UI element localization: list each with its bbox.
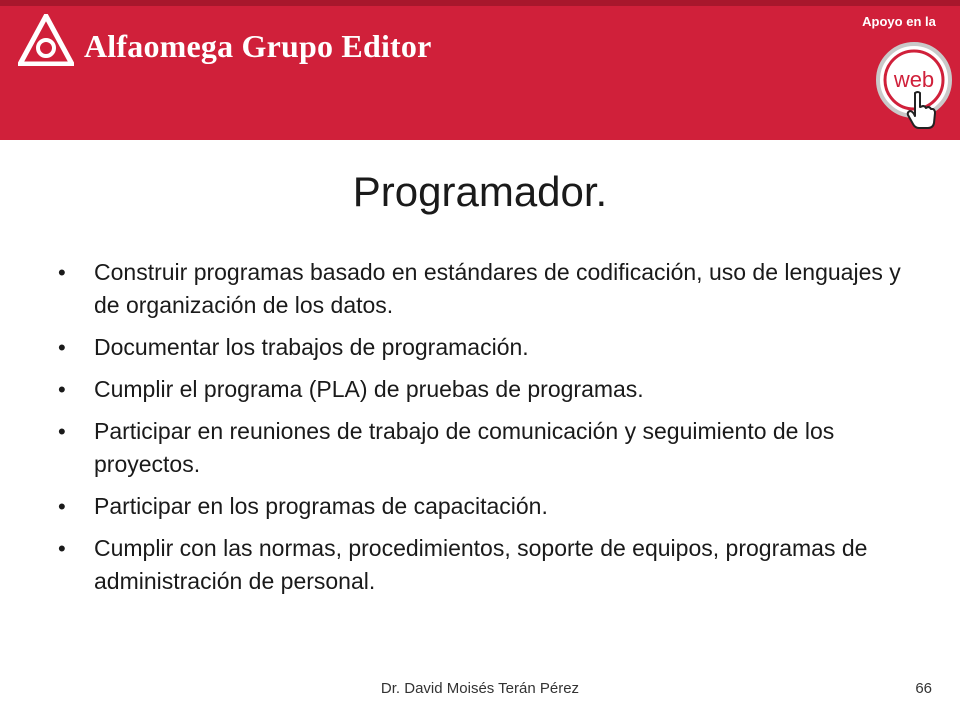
hand-pointer-icon bbox=[906, 90, 936, 130]
bullet-icon: • bbox=[58, 419, 66, 444]
bullet-item bbox=[58, 256, 918, 322]
header-banner bbox=[0, 0, 960, 140]
bullet-item bbox=[58, 532, 918, 598]
bullet-item bbox=[58, 490, 918, 523]
web-support-badge[interactable] bbox=[842, 4, 956, 136]
bullet-icon: • bbox=[58, 494, 66, 519]
publisher-name: Alfaomega Grupo Editor bbox=[84, 28, 432, 64]
web-badge-caption: Apoyo en la bbox=[862, 14, 936, 29]
page-number: 66 bbox=[915, 680, 932, 697]
bullet-text: Participar en reuniones de trabajo de comunicación y seguimiento de los proyectos. bbox=[94, 418, 835, 477]
bullet-text: Documentar los trabajos de programación. bbox=[94, 334, 529, 360]
footer-author: Dr. David Moisés Terán Pérez bbox=[380, 680, 580, 697]
bullet-list bbox=[58, 256, 918, 607]
bullet-text: Participar en los programas de capacitación. bbox=[94, 493, 548, 519]
bullet-item bbox=[58, 331, 918, 364]
bullet-icon: • bbox=[58, 377, 66, 402]
bullet-text: Cumplir el programa (PLA) de pruebas de programas. bbox=[94, 376, 644, 402]
header-top-stripe bbox=[0, 0, 960, 6]
bullet-icon: • bbox=[58, 260, 66, 285]
bullet-icon: • bbox=[58, 536, 66, 561]
alfaomega-logo-icon bbox=[18, 14, 74, 66]
slide-title: Programador. bbox=[352, 168, 608, 215]
bullet-text: Construir programas basado en estándares de codificación, uso de lenguajes y de organización de los datos. bbox=[94, 259, 901, 318]
web-badge-word: web bbox=[893, 67, 935, 92]
bullet-icon: • bbox=[58, 335, 66, 360]
bullet-item bbox=[58, 373, 918, 406]
bullet-item bbox=[58, 415, 918, 481]
bullet-text: Cumplir con las normas, procedimientos, soporte de equipos, programas de administración de personal. bbox=[94, 535, 868, 594]
